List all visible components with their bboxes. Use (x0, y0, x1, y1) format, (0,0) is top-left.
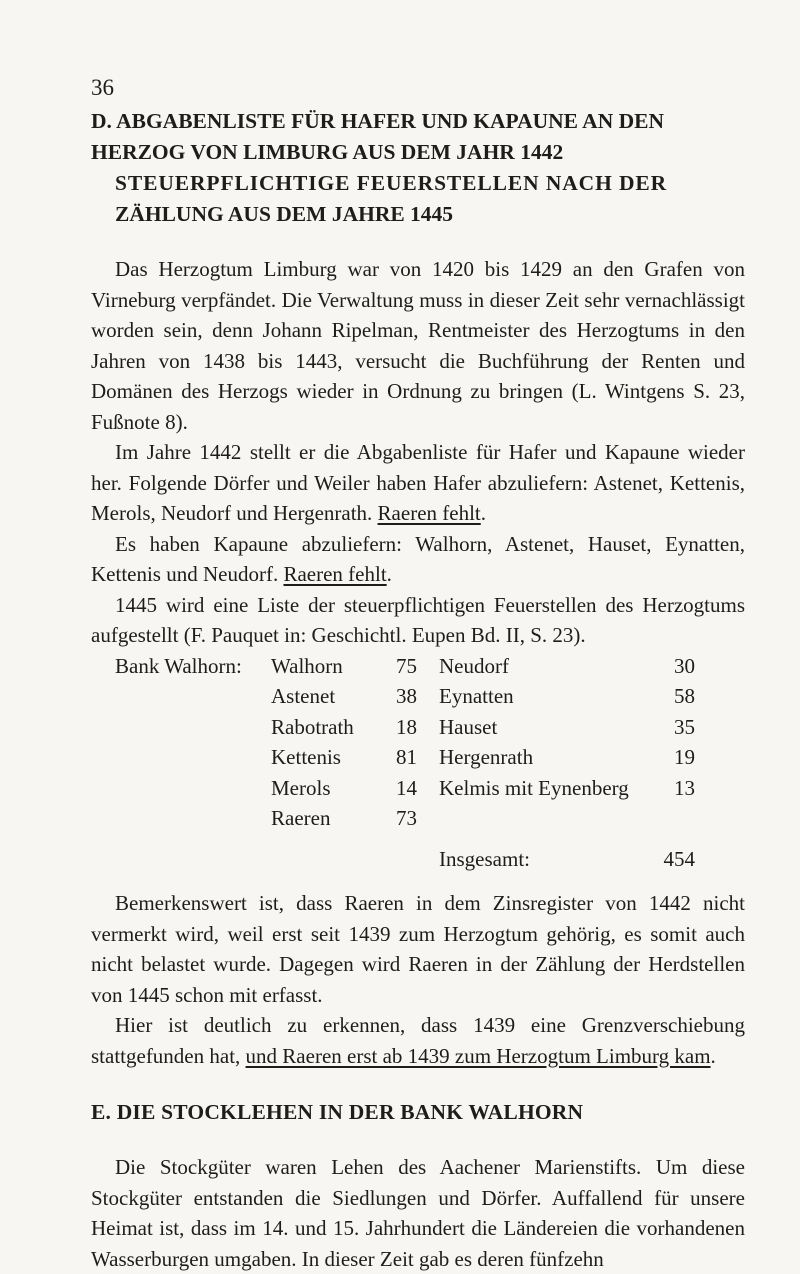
village-count: 75 (396, 653, 417, 678)
village-name: Raeren (271, 806, 331, 830)
table-row (115, 712, 695, 743)
village-count: 13 (674, 775, 695, 800)
village-name: Walhorn (271, 653, 343, 678)
section-e-heading: E. DIE STOCKLEHEN IN DER BANK WALHORN (91, 1100, 584, 1124)
raeren-fehlt-underlined: Raeren fehlt (377, 501, 481, 525)
village-name: Neudorf (439, 653, 509, 678)
table-row (115, 803, 695, 834)
paragraph-hafer-text: Im Jahre 1442 stellt er die Abgabenliste für Hafer und Kapaune wieder her. Folgende Dörfer und Weiler haben Hafer abzuliefern: Astenet, Kettenis, Merols, Neudorf und Hergenrath. (91, 440, 745, 525)
paragraph-hafer (91, 437, 745, 529)
village-name: Astenet (271, 684, 336, 708)
paragraph-kapaune-text: Es haben Kapaune abzuliefern: Walhorn, Astenet, Hauset, Eynatten, Kettenis und Neudorf. (91, 531, 745, 586)
paragraph-virneburg: Das Herzogtum Limburg war von 1420 bis 1429 an den Grafen von Virneburg verpfändet. Die Verwaltung muss in dieser Zeit sehr vernachlässigt worden sein, denn Johann Ripelman, Rentmeister des Herzogtums in den Jahren von 1438 bis 1443, versucht die Buchführung der Renten und Domänen des Herzogs wieder in Ordnung zu bringen (L. Wintgens S. 23, Fußnote 8). (91, 257, 745, 434)
village-name: Kelmis mit Eynenberg (439, 775, 629, 800)
paragraph-kapaune-end: . (386, 562, 392, 586)
section-d-subheading (91, 168, 745, 230)
paragraph-bemerkenswert: Bemerkenswert ist, dass Raeren in dem Zinsregister von 1442 nicht vermerkt wird, weil erst seit 1439 zum Herzogtum gehörig, es somit auch nicht belastet wurde. Dagegen wird Raeren in der Zählung der Herdstellen von 1445 schon mit erfasst. (91, 891, 745, 1007)
section-d-subheading-line2: ZÄHLUNG AUS DEM JAHRE 1445 (115, 202, 454, 226)
paragraph-feuerstellen: 1445 wird eine Liste der steuerpflichtigen Feuerstellen des Herzogtums aufgestellt (F. Pauquet in: Geschichtl. Eupen Bd. II, S. 23). (91, 592, 745, 647)
table-total-row (115, 834, 695, 875)
village-count: 81 (396, 745, 417, 769)
page-number: 36 (91, 75, 114, 100)
village-name: Rabotrath (271, 714, 354, 739)
village-count: 35 (674, 714, 695, 739)
village-count: 58 (674, 684, 695, 708)
table-row (115, 681, 695, 712)
section-d-heading-line1: D. ABGABENLISTE FÜR HAFER UND KAPAUNE AN DEN (91, 109, 664, 133)
paragraph-stockgueter: Die Stockgüter waren Lehen des Aachener Marienstifts. Um diese Stockgüter entstanden die Siedlungen und Dörfer. Auffallend für unsere Heimat ist, dass im 14. und 15. Jahrhundert die Ländereien die vorhandenen Wasserburgen umgaben. In dieser Zeit gab es deren fünfzehn (91, 1155, 745, 1271)
paragraph-hafer-end: . (480, 501, 486, 525)
table-row (115, 773, 695, 804)
village-count: 38 (396, 684, 417, 708)
total-value: 454 (663, 846, 695, 871)
paragraph-grenzverschiebung (91, 1010, 745, 1071)
village-name: Eynatten (439, 684, 514, 708)
document-page (91, 72, 745, 1274)
village-name: Hauset (439, 714, 498, 739)
section-d-heading (91, 106, 745, 168)
feuerstellen-table (115, 651, 695, 875)
section-e (91, 1097, 745, 1274)
paragraph-grenzverschiebung-text: Hier ist deutlich zu erkennen, dass 1439 eine Grenzverschiebung stattgefunden hat, (91, 1013, 745, 1068)
raeren-limburg-underlined: und Raeren erst ab 1439 zum Herzogtum Limburg kam (245, 1043, 711, 1068)
total-label: Insgesamt: (439, 846, 530, 871)
paragraph-grenzverschiebung-end: . (710, 1043, 716, 1068)
paragraph-kapaune (91, 529, 745, 590)
village-count: 30 (674, 653, 695, 678)
village-count (643, 803, 695, 834)
bank-label: Bank Walhorn: (115, 653, 242, 678)
village-name: Merols (271, 775, 331, 800)
table-row (115, 651, 695, 682)
village-count: 73 (396, 806, 417, 830)
section-d-subheading-line1: STEUERPFLICHTIGE FEUERSTELLEN NACH DER (115, 171, 668, 195)
section-d-heading-line2: HERZOG VON LIMBURG AUS DEM JAHR 1442 (91, 140, 564, 164)
village-name: Kettenis (271, 745, 341, 769)
village-count: 18 (396, 714, 417, 739)
village-name (439, 803, 643, 834)
village-count: 14 (396, 775, 417, 800)
table-row (115, 742, 695, 773)
raeren-fehlt-underlined-2: Raeren fehlt (283, 562, 387, 586)
village-name: Hergenrath (439, 745, 534, 769)
village-count: 19 (674, 745, 695, 769)
